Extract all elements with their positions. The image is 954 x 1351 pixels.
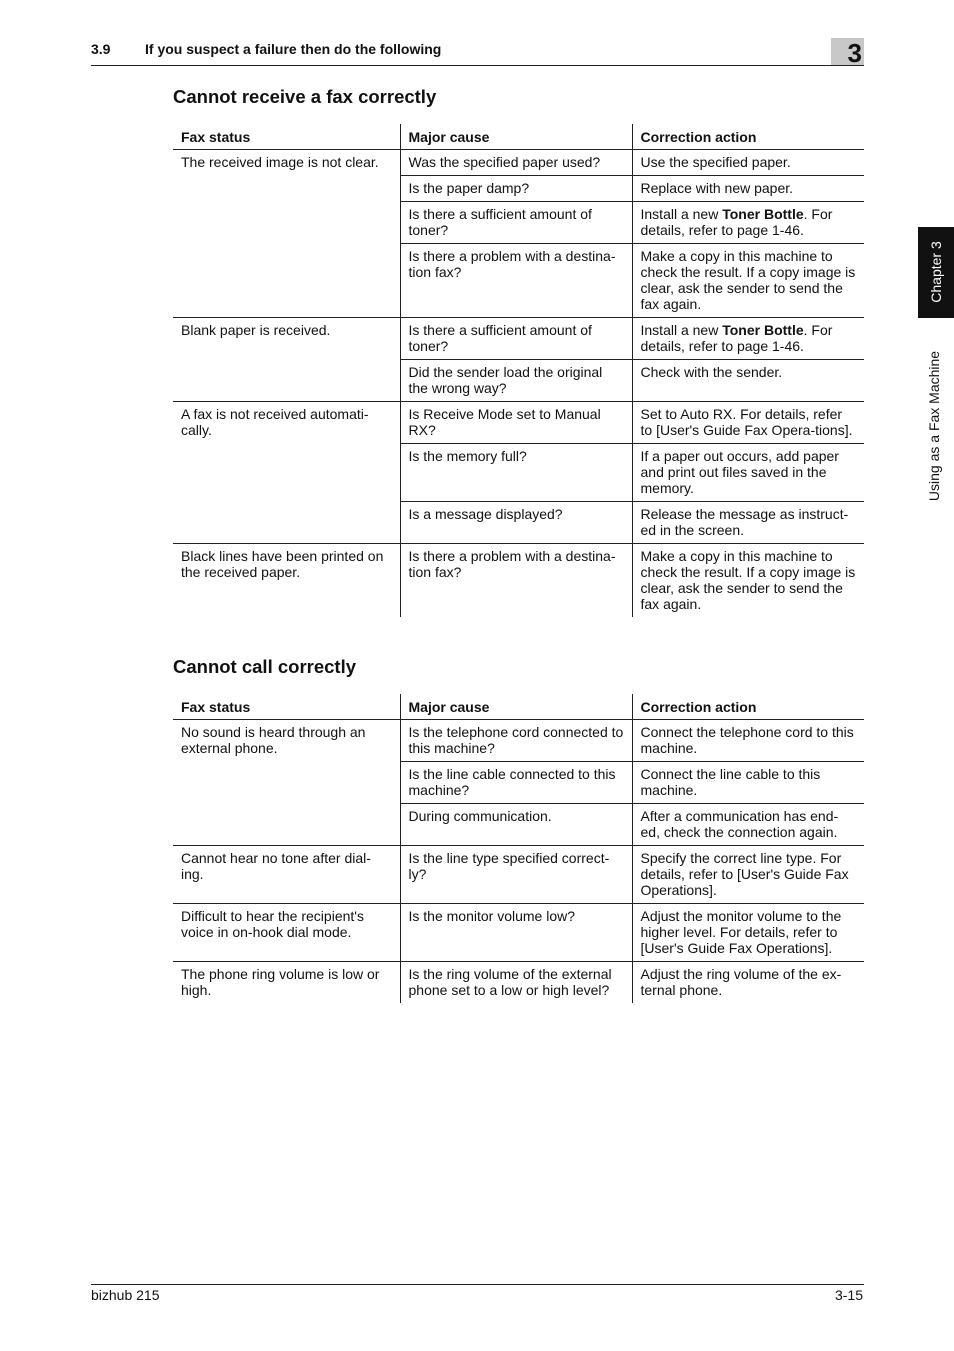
fax-status-cell: The phone ring volume is low or high.: [181, 966, 380, 998]
table-header-row: [173, 694, 864, 720]
correction-action-cell: [632, 318, 864, 360]
receive-section-title: Cannot receive a fax correctly: [173, 86, 437, 107]
fax-status-cell: The received image is not clear.: [173, 150, 400, 318]
major-cause-cell: Is the ring volume of the external phone set to a low or high level?: [400, 962, 632, 1004]
chapter-number: 3: [847, 38, 862, 68]
major-cause-cell: During communication.: [400, 804, 632, 846]
receive-fax-table: [173, 124, 864, 617]
action-text: Install a new: [640, 206, 723, 222]
fax-status-cell: A fax is not received automati-cally.: [173, 402, 400, 544]
column-header: Major cause: [400, 124, 632, 150]
action-emphasis: Toner Bottle: [722, 322, 804, 338]
table-row: [173, 150, 864, 176]
table-row: [173, 962, 864, 1004]
correction-action-cell: Make a copy in this machine to check the result. If a copy image is clear, ask the sender to send the fax again.: [632, 544, 864, 618]
major-cause-cell: Is there a problem with a destina-tion fax?: [400, 544, 632, 618]
column-header: Major cause: [400, 694, 632, 720]
header-rule: [91, 65, 864, 66]
major-cause-cell: Is a message displayed?: [400, 502, 632, 544]
correction-action-cell: Adjust the ring volume of the ex-ternal phone.: [632, 962, 864, 1004]
table-header-row: [173, 124, 864, 150]
table-row: [173, 846, 864, 904]
action-text: . For details, refer to page 1-46.: [640, 206, 833, 238]
major-cause-cell: Is the line type specified correct-ly?: [400, 846, 632, 904]
column-header: Correction action: [632, 124, 864, 150]
fax-status-cell: No sound is heard through an external phone.: [173, 720, 400, 846]
correction-action-cell: Release the message as instruct-ed in the screen.: [632, 502, 864, 544]
fax-status-cell: Difficult to hear the recipient's voice in on-hook dial mode.: [173, 904, 400, 962]
footer-page-number: 3-15: [834, 1287, 863, 1303]
correction-action-cell: Replace with new paper.: [632, 176, 864, 202]
correction-action-cell: [632, 202, 864, 244]
table-row: [173, 402, 864, 444]
call-section-title: Cannot call correctly: [173, 656, 357, 677]
major-cause-cell: Is there a sufficient amount of toner?: [400, 202, 632, 244]
table-row: [173, 904, 864, 962]
column-header: Fax status: [173, 124, 400, 150]
section-number: 3.9: [91, 41, 111, 57]
major-cause-cell: Was the specified paper used?: [400, 150, 632, 176]
major-cause-cell: Is there a sufficient amount of toner?: [400, 318, 632, 360]
correction-action-cell: Adjust the monitor volume to the higher level. For details, refer to [User's Guide Fax Operations].: [632, 904, 864, 962]
major-cause-cell: Is Receive Mode set to Manual RX?: [400, 402, 632, 444]
fax-status-cell: Blank paper is received.: [173, 318, 400, 402]
footer-model: bizhub 215: [91, 1287, 160, 1303]
major-cause-cell: Is the line cable connected to this machine?: [400, 762, 632, 804]
correction-action-cell: Use the specified paper.: [632, 150, 864, 176]
major-cause-cell: Is there a problem with a destina-tion fax?: [400, 244, 632, 318]
major-cause-cell: Is the memory full?: [400, 444, 632, 502]
call-table: [173, 694, 864, 1003]
major-cause-cell: Is the paper damp?: [400, 176, 632, 202]
fax-status-cell: Black lines have been printed on the received paper.: [181, 548, 384, 580]
side-tab-chapter-label: Chapter 3: [928, 241, 944, 303]
action-text: Install a new: [640, 322, 723, 338]
major-cause-cell: Is the monitor volume low?: [400, 904, 632, 962]
table-row: [173, 318, 864, 360]
correction-action-cell: Set to Auto RX. For details, refer to [User's Guide Fax Opera-tions].: [632, 402, 864, 444]
action-emphasis: Toner Bottle: [722, 206, 804, 222]
correction-action-cell: Make a copy in this machine to check the result. If a copy image is clear, ask the sender to send the fax again.: [632, 244, 864, 318]
table-row: [173, 544, 864, 618]
footer-rule: [91, 1284, 864, 1285]
correction-action-cell: Connect the line cable to this machine.: [632, 762, 864, 804]
correction-action-cell: If a paper out occurs, add paper and print out files saved in the memory.: [632, 444, 864, 502]
column-header: Fax status: [173, 694, 400, 720]
table-row: [173, 720, 864, 762]
fax-status-cell: Cannot hear no tone after dial-ing.: [173, 846, 400, 904]
correction-action-cell: Specify the correct line type. For details, refer to [User's Guide Fax Operations].: [632, 846, 864, 904]
section-title: If you suspect a failure then do the following: [145, 41, 442, 57]
side-tab-section-label: Using as a Fax Machine: [926, 350, 942, 502]
correction-action-cell: Check with the sender.: [632, 360, 864, 402]
column-header: Correction action: [632, 694, 864, 720]
chapter-number-box: [831, 38, 864, 68]
correction-action-cell: Connect the telephone cord to this machine.: [632, 720, 864, 762]
major-cause-cell: Is the telephone cord connected to this machine?: [400, 720, 632, 762]
action-text: . For details, refer to page 1-46.: [640, 322, 833, 354]
correction-action-cell: After a communication has end-ed, check the connection again.: [632, 804, 864, 846]
major-cause-cell: Did the sender load the original the wrong way?: [400, 360, 632, 402]
